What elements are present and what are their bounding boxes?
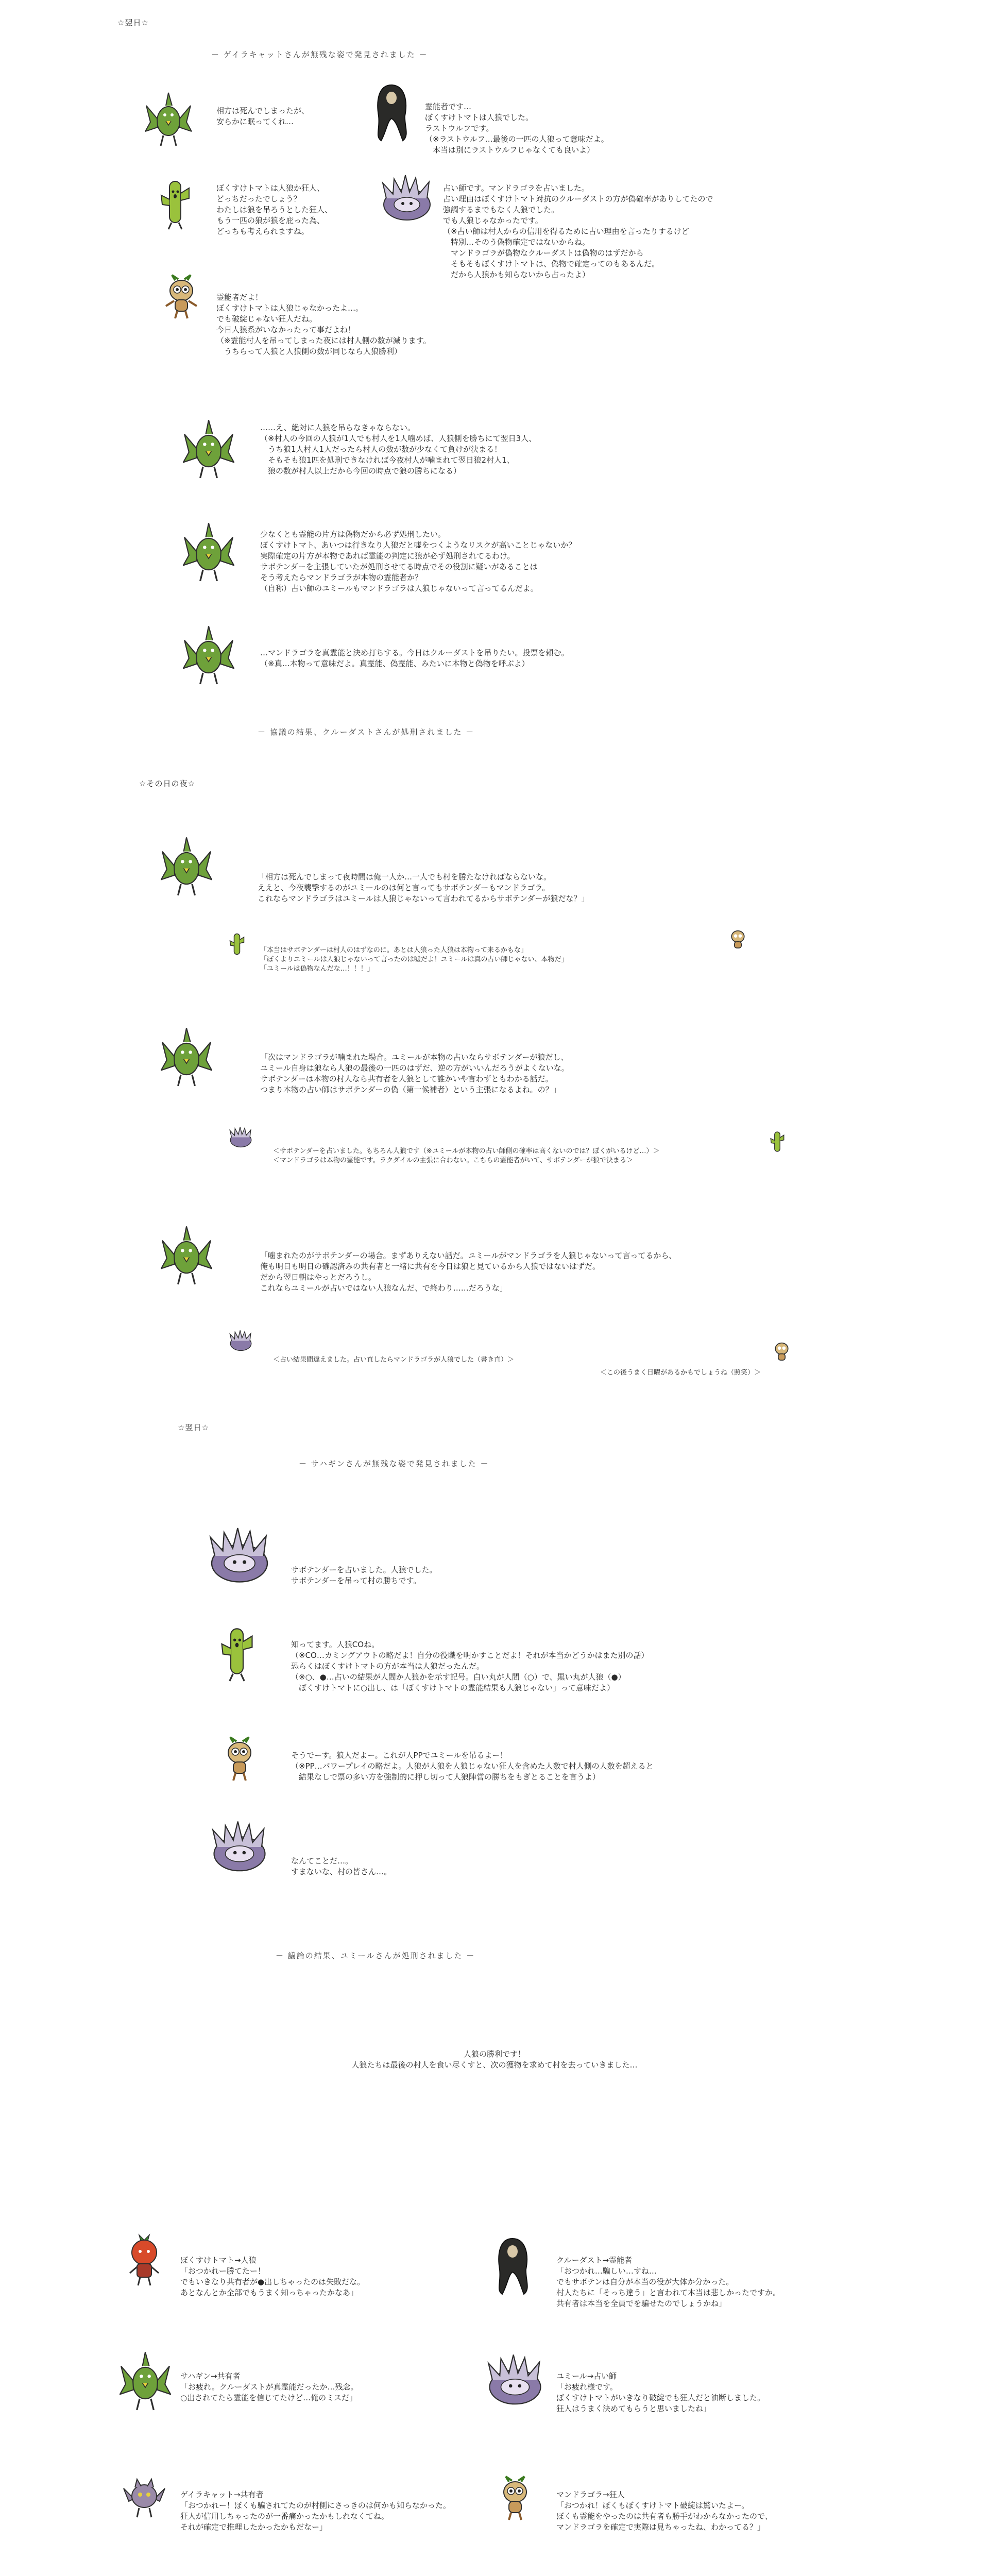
dialogue-whisper-1: 「本当はサボテンダーは村人のはずなのに。あとは人狼った人狼は本物って来るかもな」 「ぼくよりユミールは人狼じゃないって言ったのは嘘だよ！ユミールは真の占い師じゃない、本物だ」 「ユミールは偽物なんだな…！！！」 [260, 946, 568, 973]
gaira-avatar [183, 623, 234, 685]
dialogue-gaira-night-1: 「相方は死んでしまって夜時間は俺一人か…一人でも村を勝たなければならないな。 ええと、今夜襲撃するのがユミールのは何と言ってもサボテンダーもマンドラゴラ。 これならマンドラゴラはユミールは人狼じゃないって言われてるからサボテンダーが狼だな？」 [258, 872, 589, 903]
dialogue-mandragora-1: 霊能者だよ！ ぼくすけトマトは人狼じゃなかったよ…。 でも破綻じゃない狂人だね。 今日人狼系がいなかったって事だよね！ （※霊能村人を吊ってしまった夜には村人側の数が減ります。 うちらって人狼と人狼側の数が同じなら人狼勝利） [216, 293, 431, 356]
dialogue-whisper-3: ＜占い結果間違えました。占い直したらマンドラゴラが人狼でした（書き直）＞ [273, 1356, 515, 1364]
night-header: ☆その日の夜☆ [139, 779, 195, 788]
gaira-cat-avatar [118, 2473, 170, 2519]
result-announcement: 人狼の勝利です！ 人狼たちは最後の村人を食い尽くすと、次の獲物を求めて村を去っていきました… [351, 2049, 638, 2070]
dialogue-ymir-day3-2: なんてことだ…。 すまないな、村の皆さん…。 [291, 1856, 392, 1876]
day-header: ☆翌日☆ [117, 18, 149, 27]
ymir-avatar [379, 173, 435, 224]
dialogue-whisper-2: ＜サボテンダーを占いました。もちろん人狼です（※ユミールが本物の占い師側の確率は高くないのでは？ぼくがいるけど…）＞ ＜マンドラゴラは本物の霊能です。ラクダイルの主張に合わない。こちらの霊能者がいて、サボテンダーが狼で決まる＞ [273, 1147, 660, 1164]
gaira-avatar [183, 417, 234, 479]
dialogue-ymir-1: 占い師です。マンドラゴラを占いました。 占い理由はぼくすけトマト対抗のクルーダストの方が偽確率がありしてたので 強調するまでもなく人狼でした。 でも人狼じゃなかったです。 （※占い師は村人からの信用を得るために占い理由を言ったりするけど 特別…そのう偽物確定ではないからね。 マンドラゴラが偽物なクルーダストは偽物のはずだから そもそもぼくすけトマトは、偽物で確定ってのもあるんだ。 だから人狼かも知らないから占ったよ） [443, 183, 713, 279]
ymir-small-avatar [227, 1329, 255, 1352]
dialogue-gaira-night-2: 「次はマンドラゴラが噛まれた場合。ユミールが本物の占いならサボテンダーが狼だし、 ユミール自身は狼なら人狼の最後の一匹のはずだ、逆の方がいいんだろうがよくないな。 サボテンダーは本物の村人なら共有者を人狼として誰かいや言わずともわかる話だ。 つまり本物の占い師はサボテンダーの偽（第一候補者）という主張になるよね。の？」 [260, 1053, 569, 1094]
dialogue-mandragora-day3: そうでーす。狼人だよー。これが人PPでユミールを吊るよー！ （※PP…パワープレイの略だよ。人狼が人狼を人狼じゃない狂人を含めた人数で村人側の人数を超えると 結果なしで票の多い方を強制的に押し切って人狼陣営の勝ちをもぎとることを言うよ） [291, 1751, 654, 1782]
gaira-avatar [145, 90, 192, 147]
mandragora-avatar [161, 274, 202, 320]
mandragora-avatar [219, 1736, 260, 1783]
separator-discovery: － サハギンさんが無残な姿で発見されました － [299, 1459, 489, 1468]
ymir-avatar [482, 2352, 549, 2409]
epilogue-gaira: ゲイラキャット→共有者 「おつかれー！ぼくも騙されてたのが村側にさっきのは何かも知らなかった。 狂人が信用しちゃったのが一番痛かったかもしれなくてね。 それが確定で推理したかったかもだなー」 [180, 2490, 451, 2532]
dialogue-whisper-4: ＜この後うまく日曜があるかもでしょうね（照笑）＞ [600, 1369, 761, 1377]
mandragora-avatar [494, 2476, 536, 2522]
dialogue-cactus-day3: 知ってます。人狼COね。 （※CO…カミングアウトの略だよ！自分の役職を明かすことだよ！それが本当かどうかはまた別の話） 恐らくはぼくすけトマトの方が本当は人狼だったんだ。 （※○、●…占いの結果が人間か人狼かを示す記号。白い丸が人間（○）で、黒い丸が人狼（●） ぼくすけトマトに○出し、は「ぼくすけトマトの霊能結果も人狼じゃない」って意味だよ） [291, 1640, 649, 1692]
sahagin-avatar [120, 2349, 171, 2411]
ymir-avatar [201, 1525, 278, 1587]
epilogue-crudust: クルーダスト→霊能者 「おつかれ…騙しい…すね… でもサボテンは自分が本当の役が大体か分かった。 村人たちに「そっち違う」と言われて本当は悲しかったですか。 共有者は本当を全員でを騙せたのでしょうかね」 [556, 2256, 781, 2308]
separator-execution: － 議論の結果、ユミールさんが処刑されました － [276, 1951, 475, 1960]
epilogue-mandragora: マンドラゴラ→狂人 「おつかれ！ぼくもぼくすけトマト破綻は驚いたよー。 ぼくも霊能をやったのは共有者も勝手がわからなかったので、 マンドラゴラを確定で実際は見ちゃったね、わかってる？」 [556, 2490, 773, 2532]
dialogue-gaira-night-3: 「噛まれたのがサボテンダーの場合。まずありえない話だ。ユミールがマンドラゴラを人狼じゃないって言ってるから、 俺も明日も明日の確認済みの共有者と一緒に共有を今日は狼と見ているから人狼ではないはずだ。 だから翌日朝はやっとだろうし。 これならユミールが占いではない人狼なんだ、で終わり……だろうな」 [260, 1251, 677, 1293]
gaira-avatar [161, 1025, 212, 1087]
epilogue-sahagin: サハギン→共有者 「お疲れ。クルーダストが真霊能だったか…残念。 ○出されてたら霊能を信じてたけど…俺のミスだ」 [180, 2371, 359, 2402]
ymir-small-avatar [227, 1126, 255, 1149]
epilogue-tomato: ぼくすけトマト→人狼 「おつかれー勝てたー！ でもいきなり共有者が●出しちゃったのは失敗だな。 あとなんとか全部でもうまく知っちゃったかなあ」 [180, 2256, 365, 2297]
ymir-avatar [203, 1819, 276, 1875]
dialogue-gaira-3: 少なくとも霊能の片方は偽物だから必ず処刑したい。 ぼくすけトマト、あいつは行きなり人狼だと嘘をつくようなリスクが高いことじゃないか？ 実際確定の片方が本物であれば霊能の判定に狼が必ず処刑されてるわけ。 サボテンダーを主張していたが処刑させてる時点でその役割に疑いがあることは そう考えたらマンドラゴラが本物の霊能者か？ （自称）占い師のユミールもマンドラゴラは人狼じゃないって言ってるんだよ。 [260, 530, 576, 593]
tomato-avatar [124, 2231, 165, 2287]
dialogue-ymir-day3: サボテンダーを占いました。人狼でした。 サボテンダーを吊って村の勝ちです。 [291, 1565, 437, 1585]
gaira-avatar [161, 835, 212, 896]
crudust-avatar [371, 80, 412, 142]
mandragora-small-avatar [726, 927, 749, 953]
gaira-avatar [183, 520, 234, 582]
cactus-avatar [157, 174, 193, 230]
separator-execution: － 協議の結果、クルーダストさんが処刑されました － [258, 727, 475, 737]
day-header: ☆翌日☆ [178, 1423, 209, 1432]
cactus-small-avatar [768, 1128, 787, 1155]
dialogue-cactus-1: ぼくすけトマトは人狼か狂人、 どっちだったでしょう？ わたしは狼を吊ろうとした狂人、 もう一匹の狼が狼を庇った為、 どっちも考えられますね。 [216, 183, 333, 236]
separator-discovery: － ゲイラキャットさんが無残な姿で発見されました － [211, 50, 428, 59]
cactus-avatar [216, 1620, 258, 1682]
cactus-small-avatar [227, 930, 247, 958]
mandragora-small-avatar [770, 1340, 793, 1365]
epilogue-ymir: ユミール→占い師 「お疲れ様です。 ぼくすけトマトがいきなり破綻でも狂人だと油断しました。 狂人はうまく決めてもらうと思いましたね」 [556, 2371, 765, 2413]
crudust-avatar [492, 2233, 533, 2295]
dialogue-crudust-1: 霊能者です… ぼくすけトマトは人狼でした。 ラストウルフです。 （※ラストウルフ…最後の一匹の人狼って意味だよ。 本当は別にラストウルフじゃなくても良いよ） [425, 102, 609, 155]
dialogue-gaira-4: …マンドラゴラを真霊能と決め打ちする。今日はクルーダストを吊りたい。投票を頼む。 （※真…本物って意味だよ。真霊能、偽霊能、みたいに本物と偽物を呼ぶよ） [260, 648, 569, 668]
gaira-avatar [161, 1224, 212, 1285]
dialogue-gaira-1: 相方は死んでしまったが、 安らかに眠ってくれ… [216, 106, 310, 126]
dialogue-gaira-2: ……え、絶対に人狼を吊らなきゃならない。 （※村人の今回の人狼が1人でも村人を1人噛めば、人狼側を勝ちにて翌日3人、 うち狼1人村人1人だったら村人の数が数が少なくて負けが決まる！ そもそも狼1匹を処刑できなければ今夜村人が噛まれて翌日狼2村人1、 狼の数が村人以上だから今回の時点で狼の勝ちになる） [260, 423, 537, 476]
